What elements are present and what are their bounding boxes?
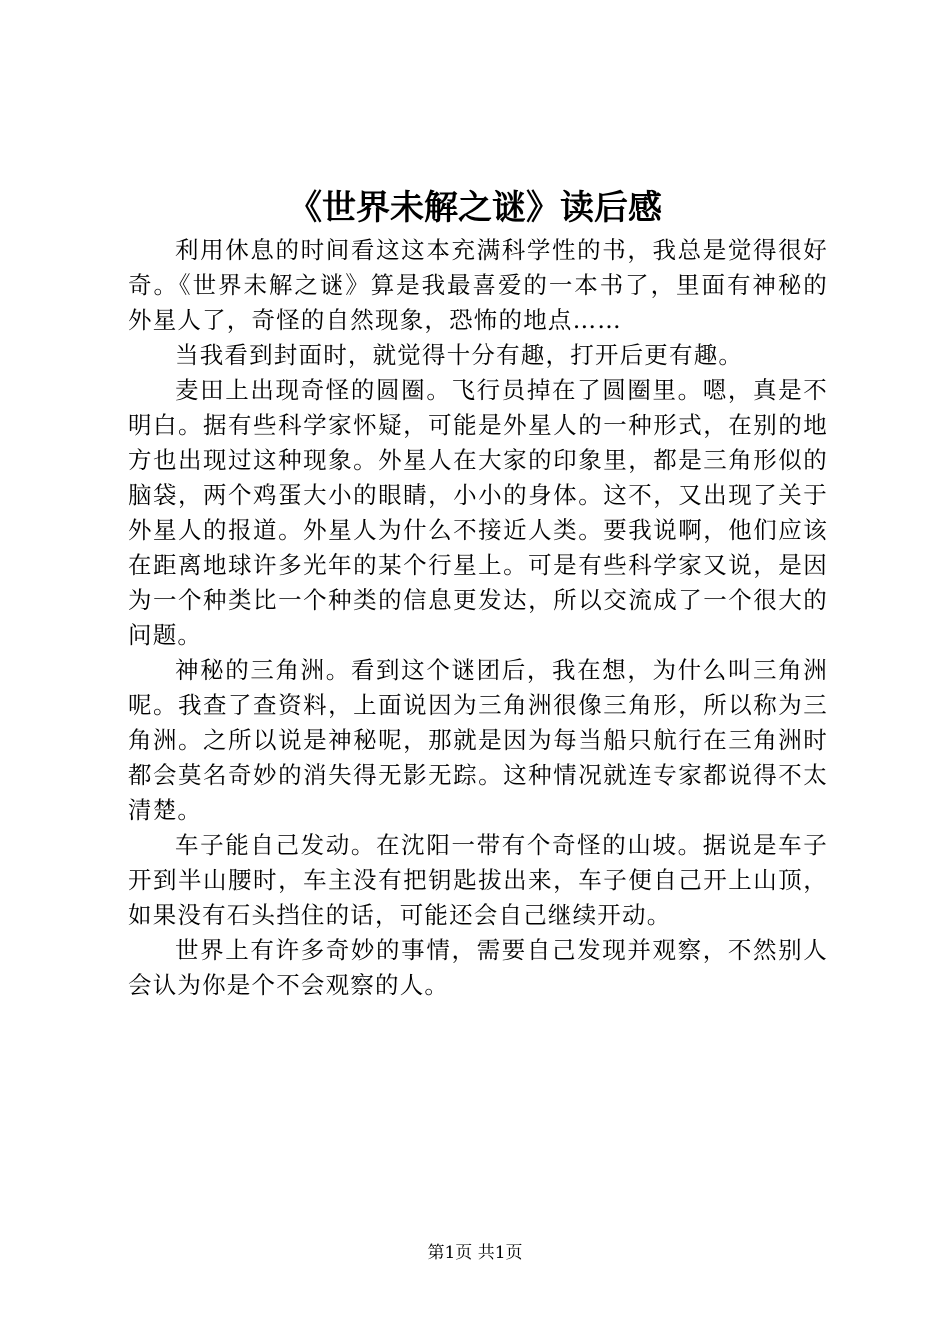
paragraph-2: 当我看到封面时，就觉得十分有趣，打开后更有趣。 [175,341,744,369]
document-body [128,233,828,1003]
document-title: 《世界未解之谜》读后感 [288,188,662,228]
paragraph-5: 车子能自己发动。在沈阳一带有个奇怪的山坡。据说是车子开到半山腰时，车主没有把钥匙拔出来，车子便自己开上山顶，如果没有石头挡住的话，可能还会自己继续开动。 [128,831,828,929]
paragraph-3: 麦田上出现奇怪的圆圈。飞行员掉在了圆圈里。嗯，真是不明白。据有些科学家怀疑，可能是外星人的一种形式，在别的地方也出现过这种现象。外星人在大家的印象里，都是三角形似的脑袋，两个鸡蛋大小的眼睛，小小的身体。这不，又出现了关于外星人的报道。外星人为什么不接近人类。要我说啊，他们应该在距离地球许多光年的某个行星上。可是有些科学家又说，是因为一个种类比一个种类的信息更发达，所以交流成了一个很大的问题。 [128,376,828,649]
paragraph-1: 利用休息的时间看这这本充满科学性的书，我总是觉得很好奇。《世界未解之谜》算是我最喜爱的一本书了，里面有神秘的外星人了，奇怪的自然现象，恐怖的地点…… [128,236,828,334]
paragraph-4: 神秘的三角洲。看到这个谜团后，我在想，为什么叫三角洲呢。我查了查资料，上面说因为三角洲很像三角形，所以称为三角洲。之所以说是神秘呢，那就是因为每当船只航行在三角洲时都会莫名奇妙的消失得无影无踪。这种情况就连专家都说得不太清楚。 [128,656,828,824]
page-number-footer: 第1页 共1页 [427,1243,523,1263]
paragraph-6: 世界上有许多奇妙的事情，需要自己发现并观察，不然别人会认为你是个不会观察的人。 [128,936,828,999]
